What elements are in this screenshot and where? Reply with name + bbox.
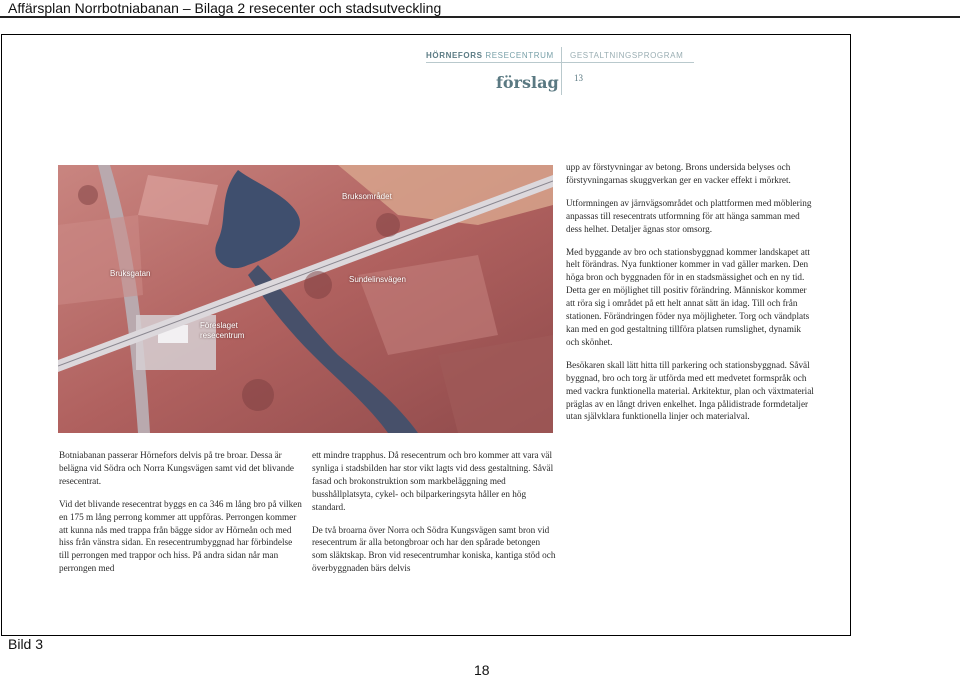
brand-divider	[426, 62, 694, 63]
label-bruksomradet: Bruksområdet	[342, 192, 392, 201]
figure-caption: Bild 3	[8, 636, 44, 652]
middle-text-column	[312, 449, 557, 585]
brand-light: RESECENTRUM	[485, 51, 554, 60]
label-sundelinsvagen: Sundelinsvägen	[349, 275, 406, 284]
document-header-title: Affärsplan Norrbotniabanan – Bilaga 2 resecenter och stadsutveckling	[8, 0, 442, 16]
tree-cluster	[304, 271, 332, 299]
aerial-photo	[58, 165, 553, 433]
paragraph: De två broarna över Norra och Södra Kungsvägen samt bron vid resecentrum är alla betongbroar och har den spårade betongen som släktskap. Bron vid resecentrumhar koniska, kantiga stöd och överbyggnaden bärs delvis	[312, 524, 556, 574]
brand-bold: HÖRNEFORS	[426, 51, 483, 60]
left-text-column	[59, 449, 304, 585]
tree-cluster	[242, 379, 274, 411]
tree-cluster	[78, 185, 98, 205]
label-foreslaget-resecentrum	[200, 321, 244, 341]
page-number: 18	[474, 662, 490, 678]
brand-vertical-divider	[561, 47, 562, 95]
paragraph: Vid det blivande resecentrat byggs en ca 346 m lång bro på vilken en 175 m lång perrong kommer att uppföras. Perrongen kommer att kunna nås med trappa från bägge sidor av Hörneån och med hiss från vänstra sidan. En resecentrumbyggnad har förbindelse till perrongen med trappor och hiss. På andra sidan når man perrongen med	[59, 498, 302, 574]
paragraph: Besökaren skall lätt hitta till parkering och stationsbyggnad. Såväl byggnad, bro och torg är utförda med ett medvetet formspråk och med vackra funktionella material. Arkitektur, plan och växtmaterial präglas av en långt driven enkelhet. Inga pålidistrade formdetaljer utan självklara funktionella linjer och materialval.	[566, 359, 814, 422]
paragraph: Botniabanan passerar Hörnefors delvis på tre broar. Dessa är belägna vid Södra och Norra Kungsvägen samt vid det blivande resecentrat.	[59, 450, 294, 486]
tree-cluster	[376, 213, 400, 237]
right-text-column	[566, 161, 816, 433]
paragraph: Utformningen av järnvägsområdet och plattformen med möblering anpassas till resecentrats utformning för att hänga samman med dess helhet. Detaljer ägnas stor omsorg.	[566, 197, 812, 234]
paragraph: Med byggande av bro och stationsbyggnad kommer landskapet att helt förändras. Nya funktioner kommer in vad gäller marken. Den höga bron och byggnaden för in en stadsmässighet och en ny tid. Detta ger en möjlighet till positiv förändring. Människor kommer att röra sig i området på ett helt annat sätt än idag. Till och från stationen. Förändringen föder nya möjligheter. Torg och vändplats kan med en god gestaltning tillföra platsen rumslighet, dynamik och skönhet.	[566, 246, 810, 347]
residential-block	[58, 215, 143, 305]
aerial-photo-illustration	[58, 165, 553, 433]
label-foreslaget-line1: Föreslaget	[200, 321, 238, 330]
paragraph: upp av förstyvningar av betong. Brons undersida belyses och förstyvningarnas skuggverkan ger en vacker effekt i mörkret.	[566, 162, 791, 185]
paragraph: ett mindre trapphus. Då resecentrum och bro kommer att vara väl synliga i stadsbilden har stor vikt lagts vid dess gestaltning. Såväl fasad och brokonstruktion som markbeläggning med busshållplatsyta, cykel- och bilparkeringsyta håller en hög standard.	[312, 450, 554, 512]
figure-frame	[1, 34, 851, 636]
label-bruksgatan: Bruksgatan	[110, 269, 151, 278]
brand-title	[426, 51, 554, 60]
header-rule	[0, 16, 960, 18]
section-heading: förslag	[496, 73, 559, 92]
brochure-page-number: 13	[574, 73, 583, 83]
label-foreslaget-line2: resecentrum	[200, 331, 245, 340]
brochure-header	[2, 35, 850, 145]
program-title: GESTALTNINGSPROGRAM	[570, 51, 684, 60]
